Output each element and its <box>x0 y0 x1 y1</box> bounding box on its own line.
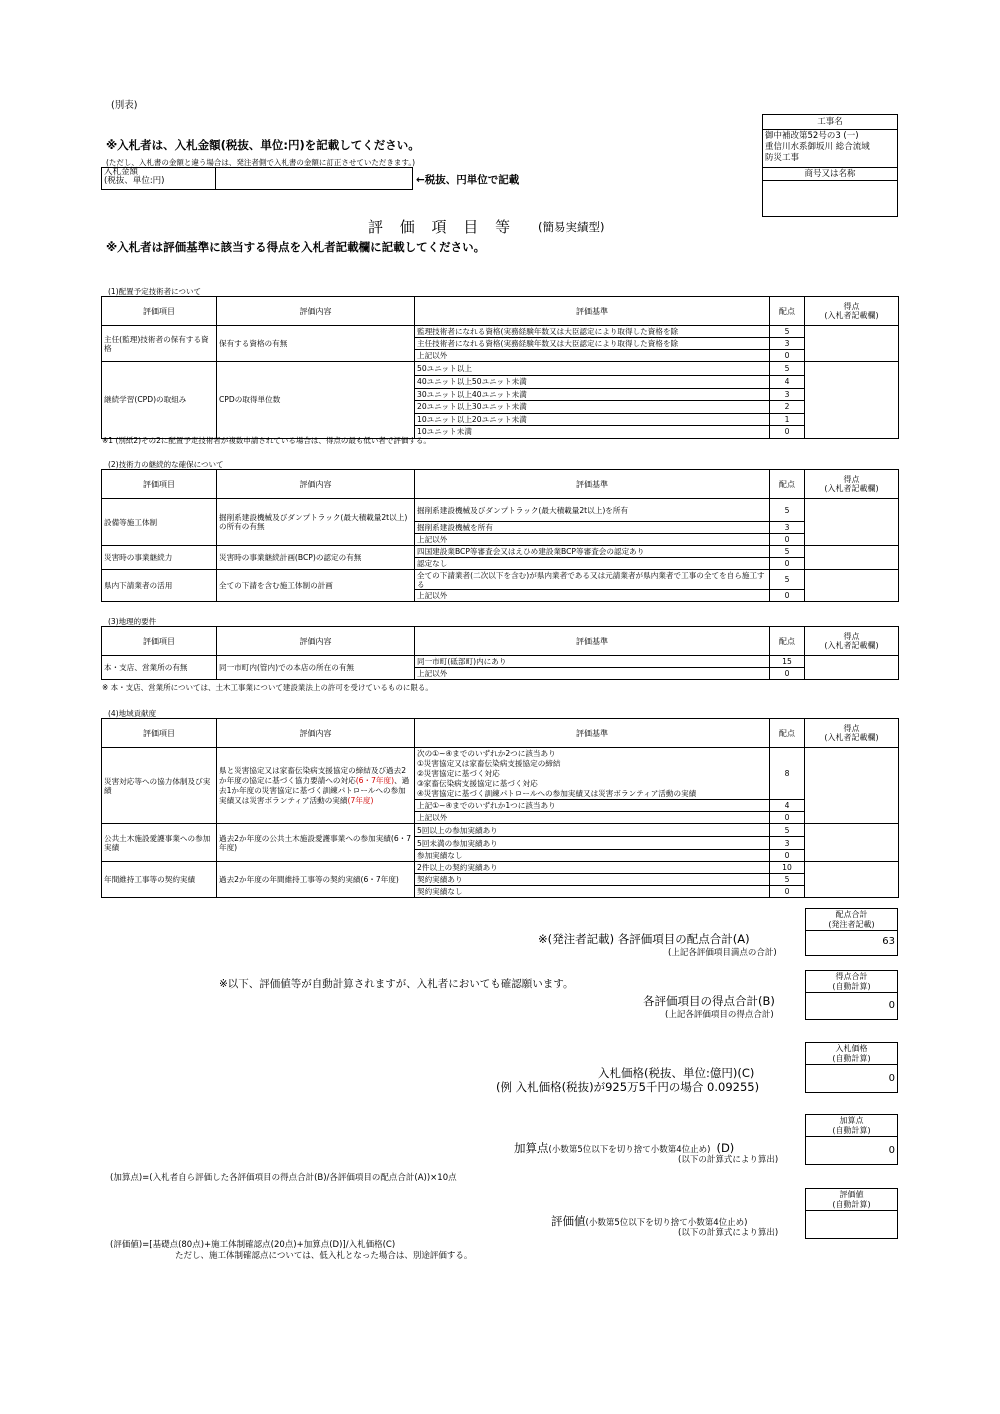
item-content: 県と災害協定又は家畜伝染病支援協定の締結及び過去2か年度の協定に基づく協力要請への対応(6・7年度)、過去1か年度の災害協定に基づく訓練パトロールへの参加実績又は災害ボランティア活動の実績(7年度) <box>217 748 415 824</box>
score-input-cell[interactable] <box>805 862 899 898</box>
points-value: 5 <box>770 362 805 376</box>
bid-instruction-note: (ただし、入札書の金額と違う場合は、発注者側で入札書の金額に訂正させていただきます。) <box>106 158 415 167</box>
score-input-cell[interactable] <box>805 570 899 602</box>
points-total-label: ※(発注者記載) 各評価項目の配点合計(A) <box>538 932 750 946</box>
col-criteria: 評価基準 <box>415 719 770 748</box>
col-content: 評価内容 <box>217 297 415 326</box>
evaluation-title: 評 価 項 目 等 <box>368 218 517 236</box>
points-value: 15 <box>770 656 805 668</box>
criteria-row: 同一市町(砥部町)内にあり <box>415 656 770 668</box>
bonus-points-box: 加算点 (自動計算) 0 <box>805 1114 898 1165</box>
evaluation-value-label: 評価値(小数第5位以下を切り捨て小数第4位止め) <box>551 1214 748 1228</box>
points-value: 0 <box>770 590 805 602</box>
company-label: 商号又は名称 <box>763 168 897 181</box>
bid-price-box: 入札価格 (自動計算) 0 <box>805 1042 898 1093</box>
points-value: 1 <box>770 413 805 426</box>
score-total-label: 各評価項目の得点合計(B) <box>643 994 775 1008</box>
col-item: 評価項目 <box>102 627 217 656</box>
section2-title: (2)技術力の継続的な確保について <box>108 460 224 469</box>
points-value: 4 <box>770 376 805 389</box>
evaluation-value-value <box>806 1211 897 1238</box>
points-value: 5 <box>770 824 805 837</box>
col-content: 評価内容 <box>217 470 415 499</box>
points-value: 2 <box>770 401 805 414</box>
bid-amount-label-cell <box>101 167 216 190</box>
criteria-row: 監理技術者になれる資格(実務経験年数又は大臣認定により取得した資格を除 <box>415 326 770 338</box>
item-content: 保有する資格の有無 <box>217 326 415 362</box>
criteria-row: 2件以上の契約実績あり <box>415 862 770 874</box>
col-score: 得点 (入札者記載欄) <box>805 719 899 748</box>
points-value: 0 <box>770 850 805 862</box>
criteria-row: 契約実績あり <box>415 874 770 886</box>
bid-price-example: (例 入札価格(税抜)が925万5千円の場合 0.09255) <box>496 1080 760 1094</box>
col-points: 配点 <box>770 627 805 656</box>
item-content: 過去2か年度の公共土木施設愛護事業への参加実績(6・7年度) <box>217 824 415 862</box>
bonus-points-formula: (加算点)=(入札者自ら評価した各評価項目の得点合計(B)/各評価項目の配点合計(A))×10点 <box>110 1173 457 1183</box>
points-value: 0 <box>770 812 805 824</box>
score-input-cell[interactable] <box>805 546 899 570</box>
bid-amount-hint: ←税抜、円単位で記載 <box>416 174 520 186</box>
points-value: 0 <box>770 426 805 439</box>
col-item: 評価項目 <box>102 297 217 326</box>
col-score: 得点 (入札者記載欄) <box>805 627 899 656</box>
col-score: 得点 (入札者記載欄) <box>805 470 899 499</box>
score-total-sub: (上記各評価項目の得点合計) <box>665 1010 774 1020</box>
points-total-box: 配点合計 (発注者記載) 63 <box>805 908 898 956</box>
item-name: 継続学習(CPD)の取組み <box>102 362 217 439</box>
attachment-label: (別表) <box>111 100 138 111</box>
criteria-row: 5回以上の参加実績あり <box>415 824 770 837</box>
score-input-cell[interactable] <box>805 499 899 546</box>
col-points: 配点 <box>770 470 805 499</box>
section2-table <box>101 469 899 602</box>
points-total-sub: (上記各評価項目満点の合計) <box>668 948 777 958</box>
points-value: 0 <box>770 886 805 898</box>
criteria-row: 全ての下請業者(二次以下を含む)が県内業者である又は元請業者が県内業者で工事の全てを自ら施工する <box>415 570 770 590</box>
score-input-cell[interactable] <box>805 326 899 362</box>
criteria-row: 認定なし <box>415 558 770 570</box>
points-value: 0 <box>770 534 805 546</box>
criteria-block: 次の①~④までのいずれか2つに該当あり ①災害協定又は家畜伝染病支援協定の締結 ②災害協定に基づく対応 ③家畜伝染病支援協定に基づく対応 ④災害協定に基づく訓練パトロールへの参加実績又は災害ボランティア活動の実績 <box>415 748 770 800</box>
col-criteria: 評価基準 <box>415 297 770 326</box>
criteria-row: 参加実績なし <box>415 850 770 862</box>
project-box <box>762 114 898 217</box>
bid-amount-input[interactable] <box>215 167 413 190</box>
bonus-points-label: 加算点(小数第5位以下を切り捨て小数第4位止め) (D) <box>514 1141 735 1155</box>
criteria-row: 四国建設業BCP等審査会又はえひめ建設業BCP等審査会の認定あり <box>415 546 770 558</box>
score-input-cell[interactable] <box>805 656 899 680</box>
criteria-row: 5回未満の参加実績あり <box>415 837 770 850</box>
points-value: 0 <box>770 350 805 362</box>
criteria-row: 契約実績なし <box>415 886 770 898</box>
evaluation-value-box: 評価値 (自動計算) <box>805 1188 898 1239</box>
evaluation-value-formula-note: ただし、施工体制確認点については、低入札となった場合は、別途評価する。 <box>175 1251 473 1261</box>
criteria-row: 掘削系建設機械及びダンプトラック(最大積載量2t以上)を所有 <box>415 499 770 522</box>
evaluation-subtitle: (簡易実績型) <box>538 220 605 234</box>
bid-price-label: 入札価格(税抜、単位:億円)(C) <box>598 1066 755 1080</box>
score-total-box: 得点合計 (自動計算) 0 <box>805 970 898 1020</box>
item-name: 災害時の事業継続力 <box>102 546 217 570</box>
points-value: 10 <box>770 862 805 874</box>
criteria-row: 20ユニット以上30ユニット未満 <box>415 401 770 414</box>
score-input-cell[interactable] <box>805 748 899 824</box>
item-name: 災害対応等への協力体制及び実績 <box>102 748 217 824</box>
points-value: 3 <box>770 338 805 350</box>
section3-note: ※ 本・支店、営業所については、土木工事業について建設業法上の許可を受けているものに限る。 <box>102 683 433 692</box>
points-value: 8 <box>770 748 805 800</box>
points-value: 4 <box>770 800 805 812</box>
score-total-value: 0 <box>888 1000 895 1011</box>
points-value: 5 <box>770 570 805 590</box>
criteria-row: 上記以外 <box>415 534 770 546</box>
points-value: 0 <box>770 668 805 680</box>
bid-price-value: 0 <box>888 1073 895 1084</box>
points-value: 3 <box>770 837 805 850</box>
score-input-cell[interactable] <box>805 824 899 862</box>
bid-instruction: ※入札者は、入札金額(税抜、単位:円)を記載してください。 <box>106 138 420 152</box>
section1-table <box>101 296 899 439</box>
item-name: 年間維持工事等の契約実績 <box>102 862 217 898</box>
criteria-row: 上記以外 <box>415 668 770 680</box>
criteria-row: 10ユニット未満 <box>415 426 770 439</box>
col-item: 評価項目 <box>102 719 217 748</box>
col-content: 評価内容 <box>217 719 415 748</box>
col-criteria: 評価基準 <box>415 627 770 656</box>
auto-calc-note: ※以下、評価値等が自動計算されますが、入札者においても確認願います。 <box>219 978 574 990</box>
criteria-row: 主任技術者になれる資格(実務経験年数又は大臣認定により取得した資格を除 <box>415 338 770 350</box>
item-name: 公共土木施設愛護事業への参加実績 <box>102 824 217 862</box>
points-value: 5 <box>770 499 805 522</box>
col-points: 配点 <box>770 297 805 326</box>
item-content: 同一市町内(管内)での本店の所在の有無 <box>217 656 415 680</box>
col-points: 配点 <box>770 719 805 748</box>
col-item: 評価項目 <box>102 470 217 499</box>
points-value: 5 <box>770 326 805 338</box>
bonus-points-sub: (以下の計算式により算出) <box>678 1155 779 1165</box>
points-value: 3 <box>770 388 805 401</box>
points-value: 0 <box>770 558 805 570</box>
criteria-row: 10ユニット以上20ユニット未満 <box>415 413 770 426</box>
item-content: 災害時の事業継続計画(BCP)の認定の有無 <box>217 546 415 570</box>
evaluation-instruction: ※入札者は評価基準に該当する得点を入札者記載欄に記載してください。 <box>106 240 486 254</box>
item-name: 主任(監理)技術者の保有する資格 <box>102 326 217 362</box>
points-value: 5 <box>770 874 805 886</box>
section3-table <box>101 626 899 680</box>
project-name: 御中補改第52号の3 (一) 重信川水系御坂川 総合流域 防災工事 <box>763 130 897 168</box>
item-content: 全ての下請を含む施工体制の計画 <box>217 570 415 602</box>
section4-table <box>101 718 899 898</box>
item-name: 本・支店、営業所の有無 <box>102 656 217 680</box>
criteria-row: 40ユニット以上50ユニット未満 <box>415 376 770 389</box>
section3-title: (3)地理的要件 <box>108 617 157 626</box>
criteria-row: 上記以外 <box>415 812 770 824</box>
criteria-row: 上記①~④までのいずれか1つに該当あり <box>415 800 770 812</box>
col-criteria: 評価基準 <box>415 470 770 499</box>
criteria-row: 上記以外 <box>415 350 770 362</box>
evaluation-value-formula: (評価値)=[基礎点(80点)+施工体制確認点(20点)+加算点(D)]/入札価格(C) <box>110 1240 396 1250</box>
section1-note: ※1 (別紙2)その2に配置予定技術者が複数申請されている場合は、得点の最も低い者で評価する。 <box>102 436 431 445</box>
company-field[interactable] <box>763 181 897 214</box>
project-title-label: 工事名 <box>763 115 897 130</box>
section1-title: (1)配置予定技術者について <box>108 287 201 296</box>
col-score: 得点 (入札者記載欄) <box>805 297 899 326</box>
score-input-cell[interactable] <box>805 362 899 439</box>
item-name: 設備等施工体制 <box>102 499 217 546</box>
criteria-row: 30ユニット以上40ユニット未満 <box>415 388 770 401</box>
evaluation-value-sub: (以下の計算式により算出) <box>678 1228 779 1238</box>
col-content: 評価内容 <box>217 627 415 656</box>
points-total-value: 63 <box>882 936 895 947</box>
points-value: 3 <box>770 522 805 534</box>
item-content: CPDの取得単位数 <box>217 362 415 439</box>
bid-amount-unit: (税抜、単位:円) <box>104 176 165 186</box>
item-content: 掘削系建設機械及びダンプトラック(最大積載量2t以上)の所有の有無 <box>217 499 415 546</box>
bonus-points-value: 0 <box>888 1145 895 1156</box>
item-content: 過去2か年度の年間維持工事等の契約実績(6・7年度) <box>217 862 415 898</box>
criteria-row: 50ユニット以上 <box>415 362 770 376</box>
section4-title: (4)地域貢献度 <box>108 709 157 718</box>
criteria-row: 上記以外 <box>415 590 770 602</box>
bid-amount-label: 入札金額 <box>104 167 139 177</box>
criteria-row: 掘削系建設機械を所有 <box>415 522 770 534</box>
points-value: 5 <box>770 546 805 558</box>
item-name: 県内下請業者の活用 <box>102 570 217 602</box>
